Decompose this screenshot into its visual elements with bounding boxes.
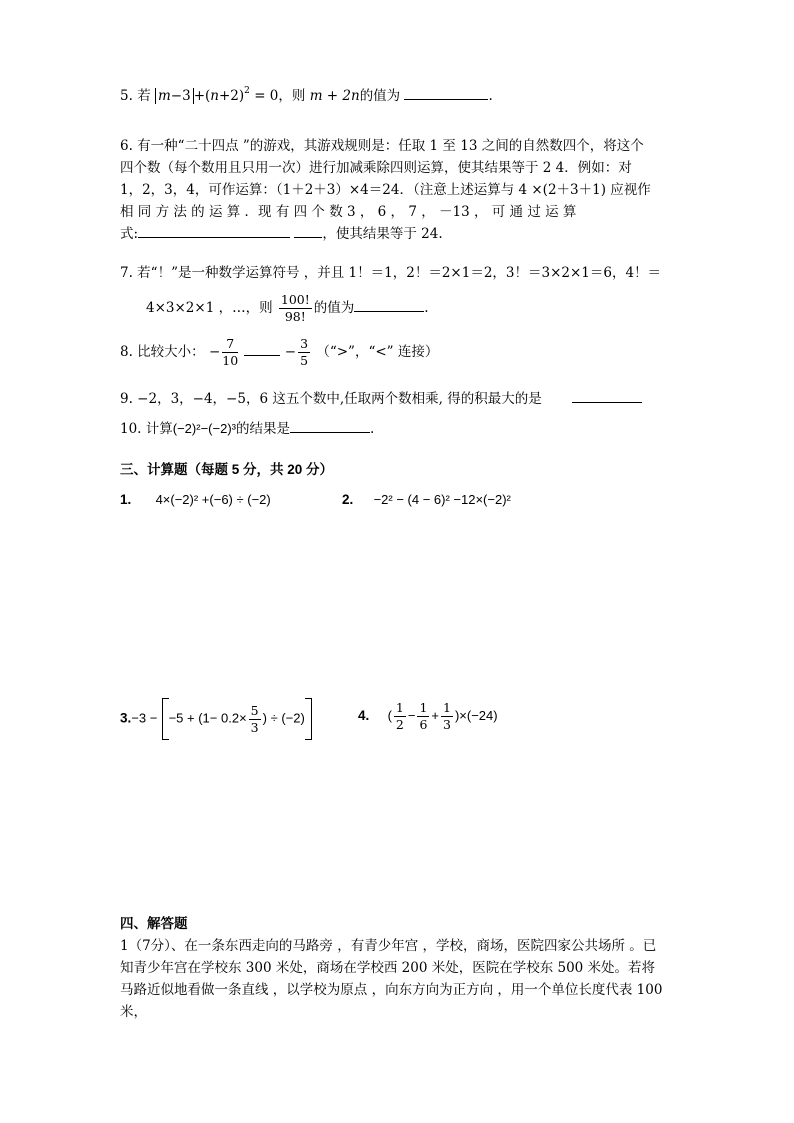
p2-label: 2. bbox=[342, 492, 354, 507]
q5-answer-blank[interactable] bbox=[404, 85, 488, 100]
q9-text: 9. −2，3，−4，−5，6 这五个数中,任取两个数相乘, 得的积最大的是 bbox=[120, 391, 542, 407]
q6-answer-blank-1[interactable] bbox=[138, 223, 290, 238]
q8-neg2: − bbox=[284, 344, 297, 360]
q6-answer-blank-2[interactable] bbox=[294, 223, 322, 238]
section-4 bbox=[120, 913, 676, 1023]
problem-2 bbox=[342, 492, 511, 508]
problem-4 bbox=[358, 700, 498, 733]
p4-fraction-3: $\frac{1}{3}$ bbox=[443, 700, 451, 732]
p4-plus: + bbox=[431, 708, 439, 723]
p1-label: 1. bbox=[120, 492, 132, 507]
q5-then: ，则 bbox=[278, 88, 306, 104]
q5-plus: +( bbox=[193, 88, 211, 104]
q6-line1: 6. 有一种“二十四点 ”的游戏，其游戏规则是：任取 1 至 13 之间的自然数四个，将这个 bbox=[120, 138, 644, 154]
q8-number: 8. 比较大小： bbox=[120, 344, 205, 360]
q6-tail: ，使其结果等于 24. bbox=[322, 226, 443, 242]
s4-line4: 米， bbox=[120, 1004, 147, 1020]
q8-answer-blank[interactable] bbox=[244, 341, 280, 356]
q7-end: . bbox=[424, 300, 429, 316]
section-4-title: 四、解答题 bbox=[120, 916, 188, 931]
q6-line3: 1，2，3，4，可作运算：（1＋2＋3）×4＝24．（注意上述运算与 4 ×(2＋3＋1) 应视作 bbox=[120, 182, 651, 198]
q5-square: 2 bbox=[244, 86, 250, 96]
p3-inner-a: −5 + (1− 0.2× bbox=[168, 710, 247, 726]
q5-abs-expr: m−3 bbox=[155, 88, 194, 104]
problem-3 bbox=[120, 698, 312, 740]
question-7 bbox=[120, 262, 676, 325]
question-5 bbox=[120, 80, 676, 107]
q5-p2: +2) bbox=[219, 88, 245, 104]
p4-minus: − bbox=[407, 708, 416, 723]
q6-line5 bbox=[120, 223, 676, 245]
q5-end: . bbox=[488, 88, 493, 104]
q5-prefix: 若 bbox=[137, 88, 151, 104]
q6-line2: 四个数（每个数用且只用一次）进行加减乘除四则运算，使其结果等于 2 4．例如：对 bbox=[120, 160, 632, 176]
q7-answer-blank[interactable] bbox=[354, 297, 424, 312]
q10-end: . bbox=[369, 421, 375, 437]
p4-label: 4. bbox=[358, 708, 370, 723]
q7-line2 bbox=[120, 292, 676, 325]
s4-line2: 知青少年宫在学校东 300 米处，商场在学校西 200 米处，医院在学校东 500 米处。若将 bbox=[120, 960, 656, 976]
q5-tail: 的值为 bbox=[359, 88, 401, 104]
p2-expr: −2² − (4 − 6)² −12×(−2)² bbox=[373, 492, 511, 507]
q5-eq: = 0 bbox=[254, 88, 279, 104]
q8-neg1: − bbox=[208, 344, 221, 360]
p4-fraction-1: $\frac{1}{2}$ bbox=[395, 700, 404, 732]
q8-tail: （“>”，“<” 连接） bbox=[316, 344, 439, 360]
p1-expr: 4×(−2)² +(−6) ÷ (−2) bbox=[155, 492, 271, 507]
q8-fraction-2: $\frac{3}{5}$ bbox=[300, 336, 309, 368]
q9-answer-blank[interactable] bbox=[572, 388, 642, 403]
section-3-title: 三、计算题（每题 5 分，共 20 分） bbox=[120, 462, 334, 477]
s4-line1: 1（7分）、在一条东西走向的马路旁 ，有青少年宫 ，学校，商场，医院四家公共场所 。已 bbox=[120, 938, 657, 954]
q10-tail: 的结果是 bbox=[235, 421, 290, 437]
s4-line3: 马路近似地看做一条直线 ，以学校为原点 ，向东方向为正方向 ，用一个单位长度代表 100 bbox=[120, 982, 663, 998]
p3-fraction: $\frac{5}{3}$ bbox=[250, 702, 259, 735]
q7-fraction: $\frac{100!}{98!}$ bbox=[280, 292, 310, 324]
p3-label: 3. bbox=[120, 710, 132, 726]
q6-formula-label: 式: bbox=[120, 226, 139, 242]
question-9 bbox=[120, 388, 676, 410]
p3-left-bracket bbox=[162, 698, 169, 740]
q7-tail: 的值为 bbox=[313, 300, 355, 316]
question-6 bbox=[120, 135, 676, 245]
p4-close: )×(−24) bbox=[454, 708, 498, 723]
q5-n: n bbox=[210, 88, 219, 104]
q10-answer-blank[interactable] bbox=[290, 418, 370, 433]
p3-inner-b: ) ÷ (−2) bbox=[262, 710, 305, 726]
q5-number: 5. bbox=[120, 88, 133, 104]
q10-expr: (−2)²−(−2)³ bbox=[172, 421, 236, 436]
q8-fraction-1: $\frac{7}{10}$ bbox=[222, 336, 239, 368]
q7-line2-text: 4×3×2×1 ，…，则 bbox=[146, 300, 273, 316]
q5-expr: m + 2n bbox=[309, 88, 360, 104]
q6-line4: 相 同 方 法 的 运 算 ．现 有 四 个 数 3 ， 6 ， 7 ， －13 ， 可 通 过 运 算 bbox=[120, 204, 577, 220]
q7-line1: 7. 若“！”是一种数学运算符号 ，并且 1！＝1，2！＝2×1＝2，3！＝3×2×1＝6，4！＝ bbox=[120, 265, 662, 281]
p4-fraction-2: $\frac{1}{6}$ bbox=[419, 700, 428, 732]
problem-1 bbox=[120, 492, 271, 508]
q10-prefix: 10. 计算 bbox=[120, 421, 173, 437]
p3-right-bracket bbox=[305, 698, 312, 740]
p4-open: ( bbox=[387, 708, 392, 723]
p3-pre: −3 − bbox=[131, 710, 158, 726]
question-10 bbox=[120, 418, 676, 440]
question-8 bbox=[120, 336, 676, 369]
